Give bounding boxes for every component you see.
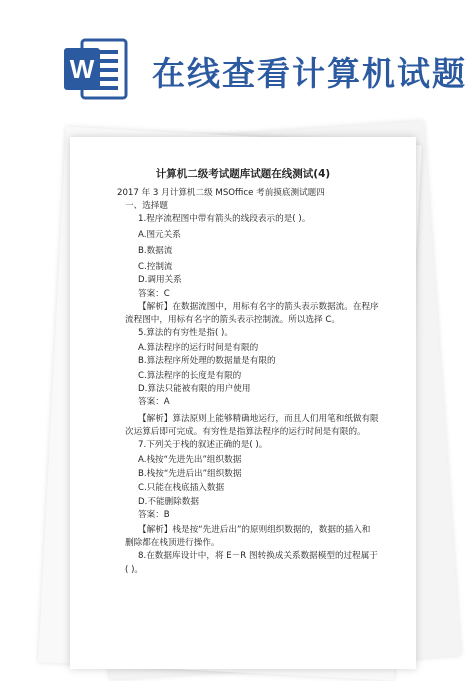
doc-line: C.算法程序的长度是有限的 — [138, 371, 242, 381]
doc-line: A.栈按“先进先出”组织数据 — [138, 455, 242, 465]
doc-line: 答案：B — [138, 510, 170, 520]
doc-line: 答案：C — [138, 289, 170, 299]
doc-line: 【解析】在数据流图中，用标有名字的箭头表示数据流。在程序 — [138, 302, 379, 312]
banner-title: 在线查看计算机试题 — [152, 54, 467, 93]
doc-line: B.算法程序所处理的数据量是有限的 — [138, 356, 276, 366]
doc-line: B.栈按“先进后出”组织数据 — [138, 469, 242, 479]
document-title: 计算机二级考试题库试题在线测试(4) — [155, 168, 331, 180]
doc-line: D.算法只能被有限的用户使用 — [138, 384, 251, 394]
doc-line: D.不能删除数据 — [138, 497, 199, 507]
document-page — [70, 137, 416, 669]
doc-line: 5.算法的有穷性是指( )。 — [138, 328, 233, 338]
banner — [0, 0, 474, 110]
word-document-icon — [64, 38, 128, 100]
word-logo-letter: W — [69, 54, 95, 84]
doc-line: 1.程序流程图中带有箭头的线段表示的是( )。 — [138, 214, 311, 224]
doc-line: ( )。 — [125, 565, 144, 575]
doc-line: 删除都在栈顶进行操作。 — [125, 538, 220, 548]
doc-line: 流程图中，用标有名字的箭头表示控制流。所以选择 C。 — [125, 315, 340, 325]
doc-line: D.调用关系 — [138, 275, 182, 285]
doc-line: 【解析】算法原则上能够精确地运行，而且人们用笔和纸做有限 — [138, 414, 379, 424]
doc-line: 答案：A — [138, 397, 170, 407]
doc-line: B.数据流 — [138, 246, 173, 256]
doc-line: 2017 年 3 月计算机二级 MSOffice 考前摸底测试题四 — [117, 188, 325, 198]
doc-line: A.算法程序的运行时间是有限的 — [138, 343, 259, 353]
doc-line: C.控制流 — [138, 262, 173, 272]
doc-line: 8.在数据库设计中，将 E－R 图转换成关系数据模型的过程属于 — [138, 551, 378, 561]
doc-line: 7.下列关于栈的叙述正确的是( )。 — [138, 440, 268, 450]
doc-line: A.图元关系 — [138, 230, 181, 240]
doc-line: 次运算后即可完成。有穷性是指算法程序的运行时间是有限的。 — [125, 427, 366, 437]
doc-line: 【解析】栈是按“先进后出”的原则组织数据的，数据的插入和 — [138, 525, 371, 535]
doc-line: 一、选择题 — [125, 201, 168, 211]
doc-line: C.只能在栈底插入数据 — [138, 483, 225, 493]
